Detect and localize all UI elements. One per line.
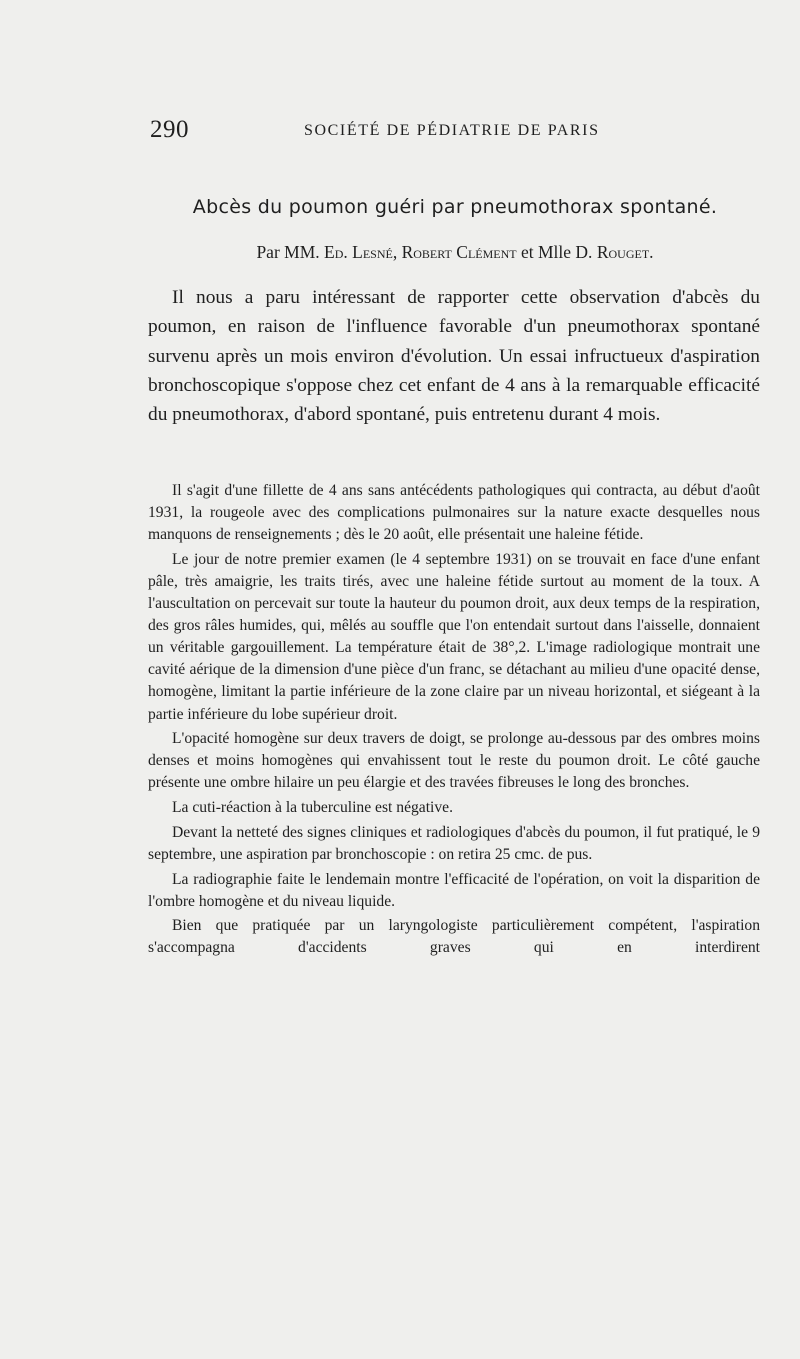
page-number: 290 [150,116,189,143]
paragraph-2: Le jour de notre premier examen (le 4 septembre 1931) on se trouvait en face d'une enfant pâle, très amaigrie, les traits tirés, avec une haleine fétide surtout au moment de la toux. A l'auscultation on percevait sur toute la hauteur du poumon droit, aux deux temps de la respiration, des gros râles humides, qui, mêlés au souffle que l'on entendait surtout dans l'aisselle, donnaient un véritable gargouillement. La température était de 38°,2. L'image radiologique montrait une cavité aérique de la dimension d'une pièce d'un franc, se détachant au milieu d'une opacité dense, homogène, limitant la partie inférieure de la zone claire par un niveau horizontal, et siégeant à la partie inférieure du lobe supérieur droit. [148,550,760,723]
article-title: Abcès du poumon guéri par pneumothorax spontané. [192,196,718,218]
paragraph-7: Bien que pratiquée par un laryngologiste particulièrement compétent, l'aspiration s'accompagna d'accidents graves qui en interdirent [148,917,760,957]
journal-title: SOCIÉTÉ DE PÉDIATRIE DE PARIS [304,122,600,139]
running-header [150,116,760,148]
abstract-text: Il nous a paru intéressant de rapporter cette observation d'abcès du poumon, en raison de l'influence favorable d'un pneumothorax spontané survenu après un mois environ d'évolution. Un essai infructueux d'aspiration bronchoscopique s'oppose chez cet enfant de 4 ans à la remarquable efficacité du pneumothorax, d'abord spontané, puis entretenu durant 4 mois. [148,287,760,426]
abstract [148,283,760,429]
paragraph-4: La cuti-réaction à la tuberculine est négative. [172,799,453,817]
author-2-first-name: Robert [401,242,457,262]
byline-end: . [649,242,654,262]
author-1-name: Lesné [352,242,393,262]
author-2-name: Clément [456,242,517,262]
paragraph-3: L'opacité homogène sur deux travers de doigt, se prolonge au-dessous par des ombres moins denses et moins homogènes qui envahissent tout le reste du poumon droit. Le côté gauche présente une ombre hilaire un peu élargie et des travées fibreuses le long des bronches. [148,730,760,792]
byline-conjunction: et Mlle D. [516,242,597,262]
author-3-name: Rouget [596,242,650,262]
author-1-initial: Ed. [324,242,353,262]
paragraph-5: Devant la netteté des signes cliniques et radiologiques d'abcès du poumon, il fut pratiqué, le 9 septembre, une aspiration par bronchoscopie : on retira 25 cmc. de pus. [148,823,760,863]
byline: Par MM. Ed. Lesné, Robert Clément et Mlle D. Rouget. [256,242,654,262]
paragraph-6: La radiographie faite le lendemain montre l'efficacité de l'opération, on voit la disparition de l'ombre homogène et du niveau liquide. [148,870,760,910]
article-body [148,480,760,962]
paragraph-1: Il s'agit d'une fillette de 4 ans sans antécédents pathologiques qui contracta, au début d'août 1931, la rougeole avec des complications pulmonaires sur la nature exacte desquelles nous manquons de renseignements ; dès le 20 août, elle présentait une haleine fétide. [148,482,760,544]
byline-prefix: Par MM. [256,242,325,262]
